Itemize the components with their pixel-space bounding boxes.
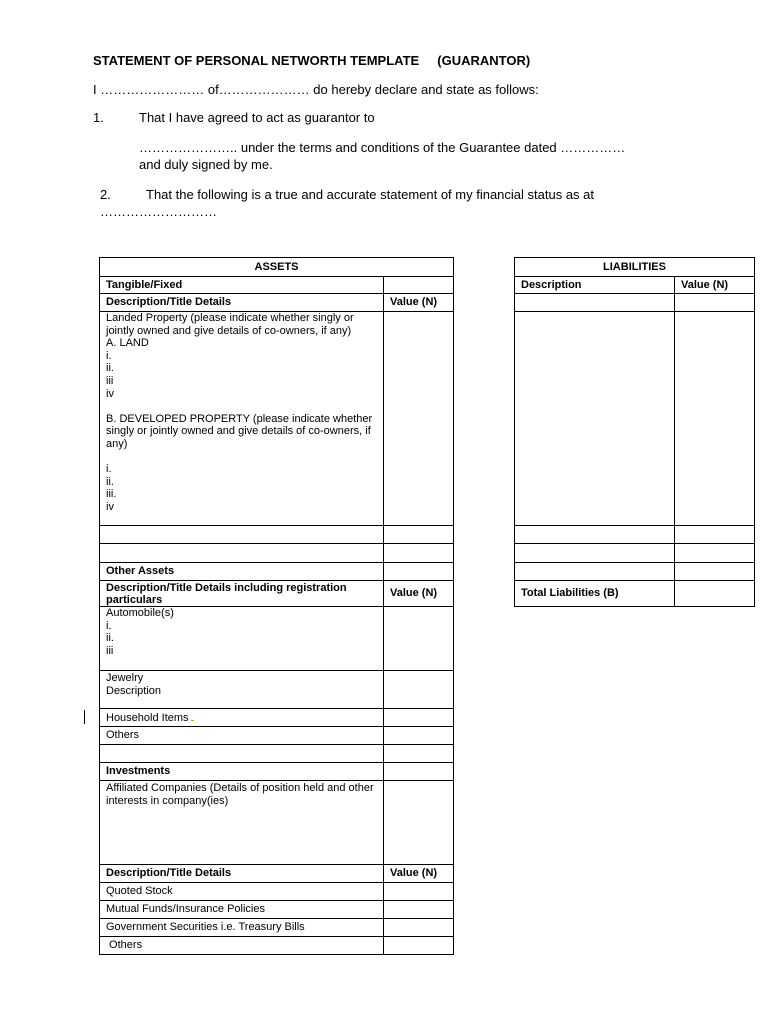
household-items-cell — [100, 709, 384, 727]
spelling-mark — [191, 711, 194, 721]
value-header: Value (N) — [384, 294, 454, 312]
blank-cell[interactable] — [515, 544, 675, 563]
value-cell[interactable] — [384, 901, 454, 919]
jewelry-cell: Jewelry Description — [100, 671, 384, 709]
others-cell: Others — [100, 727, 384, 745]
blank-cell[interactable] — [100, 745, 384, 763]
document-title: STATEMENT OF PERSONAL NETWORTH TEMPLATE (GUARANTOR) — [93, 53, 531, 68]
total-liabilities-value[interactable] — [675, 581, 755, 607]
value-cell[interactable] — [675, 294, 755, 312]
inv-value-header: Value (N) — [384, 865, 454, 883]
item-2-text: That the following is a true and accurate statement of my financial status as at — [146, 187, 595, 202]
tangible-heading: Tangible/Fixed — [100, 277, 384, 294]
value-cell[interactable] — [675, 312, 755, 526]
other-desc-header: Description/Title Details including registration particulars — [100, 581, 384, 607]
automobiles-cell: Automobile(s) i. ii. iii — [100, 607, 384, 671]
value-cell[interactable] — [384, 883, 454, 901]
inv-desc-header: Description/Title Details — [100, 865, 384, 883]
value-cell[interactable] — [384, 937, 454, 955]
blank-cell[interactable] — [515, 312, 675, 526]
landed-property-cell: Landed Property (please indicate whether singly or jointly owned and give details of co-owners, if any) A. LAND i. ii. iii iv B. DEVELOPED PROPERTY (please indicate whether singly or jointly owned and give details of co-owners, if any) i. ii. iii. iv — [100, 312, 384, 526]
value-cell[interactable] — [384, 709, 454, 727]
value-cell[interactable] — [675, 544, 755, 563]
value-cell[interactable] — [384, 919, 454, 937]
gov-securities-cell: Government Securities i.e. Treasury Bills — [100, 919, 384, 937]
value-cell[interactable] — [384, 544, 454, 563]
value-cell[interactable] — [384, 763, 454, 781]
value-cell[interactable] — [675, 526, 755, 544]
value-cell[interactable] — [384, 312, 454, 526]
item-1-continuation: ………………….. under the terms and conditions of the Guarantee dated …………… — [139, 140, 626, 155]
assets-heading: ASSETS — [100, 258, 454, 277]
mutual-funds-cell: Mutual Funds/Insurance Policies — [100, 901, 384, 919]
value-cell[interactable] — [384, 526, 454, 544]
liabilities-heading: LIABILITIES — [515, 258, 755, 277]
item-1-text: That I have agreed to act as guarantor to — [139, 110, 375, 125]
household-items-label: Household Items — [106, 711, 189, 724]
blank-cell[interactable] — [515, 526, 675, 544]
text-cursor — [84, 710, 85, 724]
quoted-stock-cell: Quoted Stock — [100, 883, 384, 901]
value-cell[interactable] — [384, 607, 454, 671]
declaration-line: I …………………… of………………… do hereby declare and state as follows: — [93, 82, 539, 97]
liab-value-header: Value (N) — [675, 277, 755, 294]
total-liabilities-label: Total Liabilities (B) — [515, 581, 675, 607]
liab-desc-header: Description — [515, 277, 675, 294]
blank-cell[interactable] — [100, 544, 384, 563]
value-cell[interactable] — [384, 277, 454, 294]
desc-header: Description/Title Details — [100, 294, 384, 312]
inv-others-cell: Others — [100, 937, 384, 955]
blank-cell[interactable] — [515, 563, 675, 581]
blank-cell[interactable] — [100, 526, 384, 544]
item-1-continuation-2: and duly signed by me. — [139, 157, 273, 172]
assets-table — [99, 257, 454, 955]
value-cell[interactable] — [384, 563, 454, 581]
affiliated-companies-cell: Affiliated Companies (Details of position held and other interests in company(ies) — [100, 781, 384, 865]
item-1-number: 1. — [93, 110, 104, 125]
value-cell[interactable] — [384, 745, 454, 763]
item-2-number: 2. — [100, 187, 111, 202]
item-2-continuation: ……………………… — [100, 204, 217, 219]
value-cell[interactable] — [384, 671, 454, 709]
other-value-header: Value (N) — [384, 581, 454, 607]
value-cell[interactable] — [675, 563, 755, 581]
value-cell[interactable] — [384, 781, 454, 865]
blank-cell[interactable] — [515, 294, 675, 312]
investments-heading: Investments — [100, 763, 384, 781]
liabilities-table — [514, 257, 755, 607]
other-assets-heading: Other Assets — [100, 563, 384, 581]
value-cell[interactable] — [384, 727, 454, 745]
